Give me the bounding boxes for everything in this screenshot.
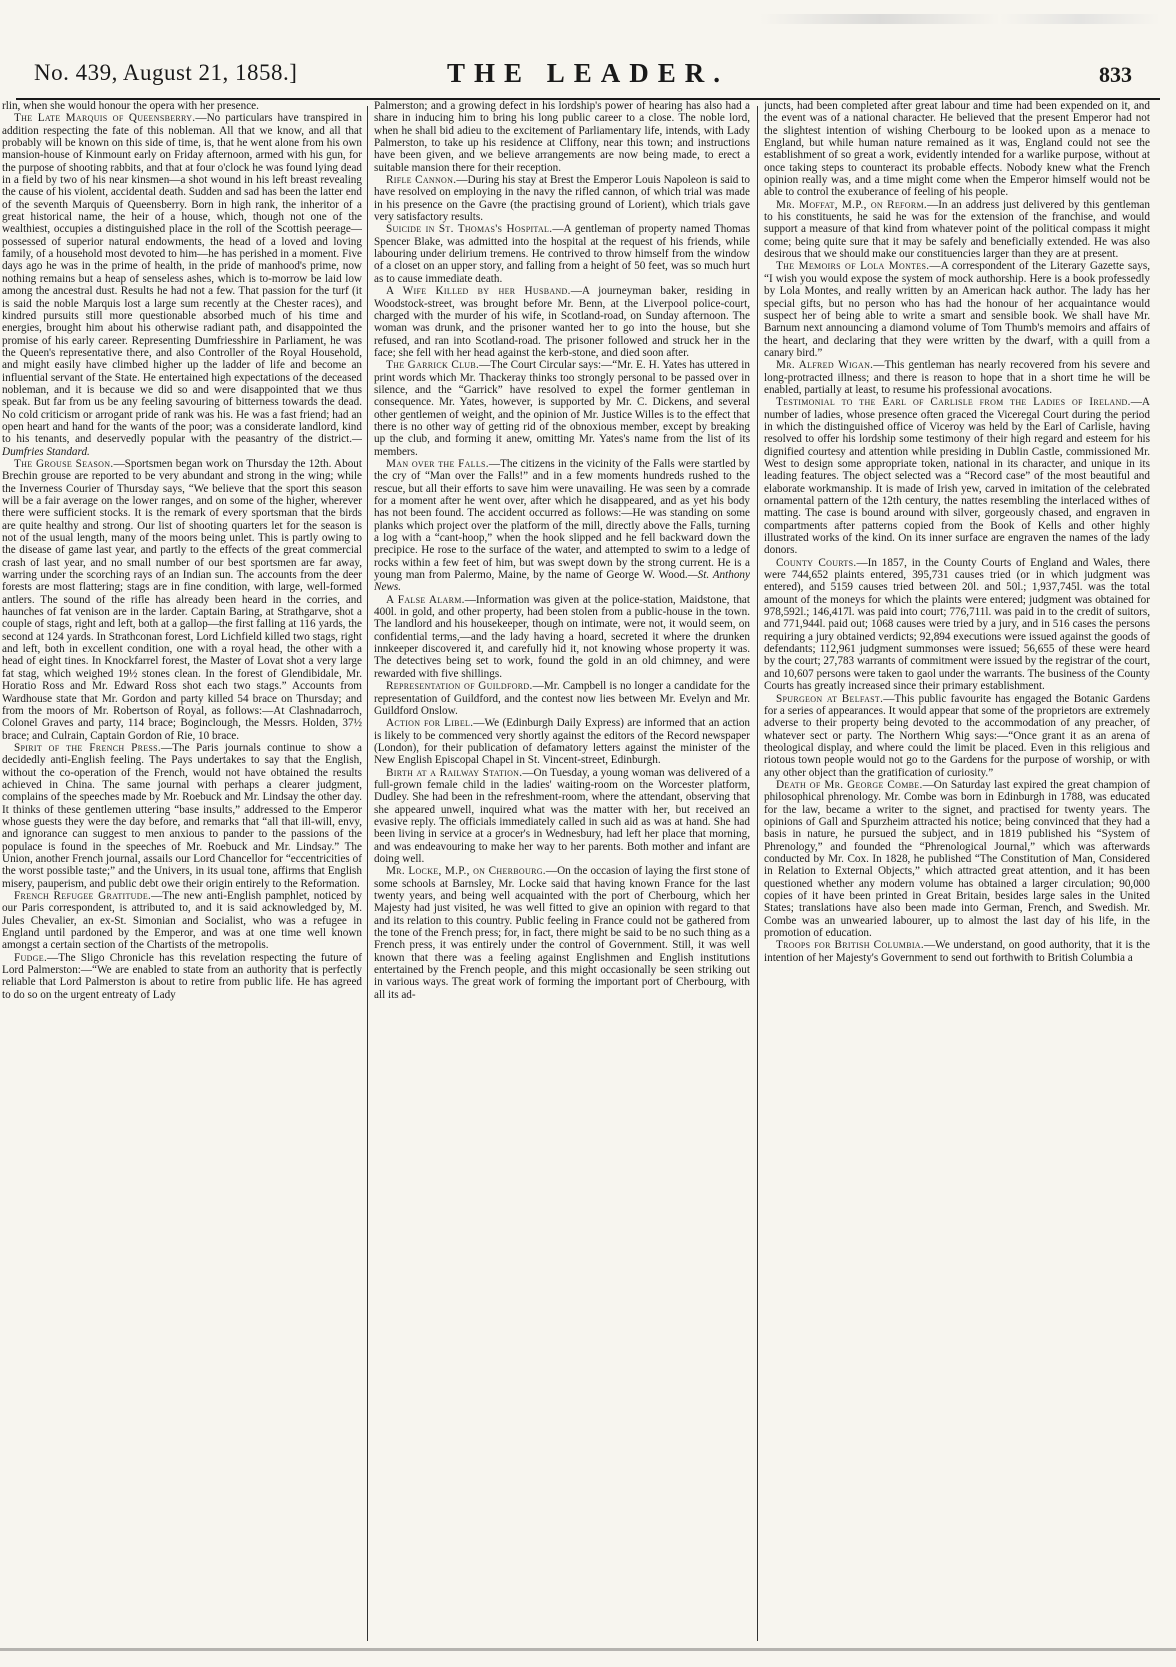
page-number: 833 — [1099, 62, 1132, 87]
news-paragraph — [374, 458, 750, 594]
article-heading: The Grouse Season. — [14, 457, 114, 470]
article-text: —A journeyman baker, residing in Woodstock-street, was brought before Mr. Benn, at the Liverpool police-court, charged with the murder of his wife, in Scotland-road, on Sunday afternoon. The woman was drunk, and the prisoner wanted her to go into the house, but she refused, and ran into Scotland-road. The prisoner followed and struck her in the face; she fell with her head against the kerb-stone, and died soon after. — [374, 285, 750, 359]
article-text: Palmerston; and a growing defect in his lordship's power of hearing has also had a share in inducing him to bring his long public career to a close. The noble lord, when he shall bid adieu to the excitement of Parliamentary life, intends, with Lady Palmerston, to take up his residence at Cliffony, near this town; and instructions have been given, and we believe arrangements are now being made, to erect a suitable mansion there for their reception. — [374, 100, 750, 174]
article-text: —On the occasion of laying the first stone of some schools at Barnsley, Mr. Locke said that having known France for the last twenty years, and being well acquainted with the port of Cherbourg, which her Majesty had just visited, he was well fitted to give an opinion with regard to that and its relation to this country. Public feeling in France could not be gathered from the tone of the French press; for, in fact, there might be said to be no such thing as a French press, it was entirely under the control of Government. Still, it was well known that there was a feeling against Englishmen and English institutions entertained by the French people, and this might occasionally be seen striking out in various ways. The great work of forming the important port of Cherbourg, with all its ad- — [374, 865, 750, 1001]
article-text: —This public favourite has engaged the Botanic Gardens for a series of appearances. It would appear that some of the proprietors are extremely adverse to their property being devoted to the accommodation of any preacher, of whatever sect or party. The Northern Whig says:—“Once grant it as an arena of theological display, and where could the limit be placed. Even in this religious and riotous town people would not go to the Gardens for the purpose of worship, or with any other object than the gratification of curiosity.” — [764, 692, 1150, 779]
article-heading: Rifle Cannon. — [386, 174, 457, 187]
news-paragraph — [2, 890, 362, 952]
news-paragraph — [374, 767, 750, 866]
article-text: —On Tuesday, a young woman was delivered of a full-grown female child in the ladies' waiting-room on the Worcester platform, Dudley. She had been in the refreshment-room, where the attendant, observing that she appeared unwell, inquired what was the matter with her, but received an evasive reply. The officials immediately called in such aid as was at hand. She had been living in service at a grocer's in Wednesbury, had left her place that morning, and was endeavouring to make her way to her parents. Both mother and infant are doing well. — [374, 766, 750, 865]
column-1 — [0, 100, 362, 1645]
article-heading: Troops for British Columbia. — [776, 939, 924, 952]
article-columns — [0, 100, 1176, 1645]
article-heading: Spurgeon at Belfast. — [776, 692, 884, 705]
news-paragraph — [764, 100, 1150, 199]
article-text: —A correspondent of the Literary Gazette says, “I wish you would expose the system of mock authorship. Here is a book professedly by Lola Montes, and really written by an American hack author. The lady has her special gifts, but no person who has had the honour of her acquaintance would suspect her of being able to write a smart and sensible book. We shall have Mr. Barnum next announcing a diamond volume of Tom Thumb's memoirs and affairs of the heart, and declaring that they were written by the dwarf, with a quill from a canary bird.” — [764, 260, 1150, 359]
article-heading: Man over the Falls. — [386, 457, 489, 470]
article-heading: Suicide in St. Thomas's Hospital. — [386, 223, 553, 236]
article-heading: Action for Libel. — [386, 717, 474, 730]
newspaper-title: THE LEADER. — [446, 58, 730, 88]
article-heading: A Wife Killed by her Husband. — [386, 285, 571, 298]
news-paragraph — [374, 359, 750, 458]
news-paragraph — [374, 594, 750, 680]
article-text: —We understand, on good authority, that it is the intention of her Majesty's Government to send out forthwith to British Columbia a — [764, 939, 1150, 964]
article-text: —Information was given at the police-station, Maidstone, that 400l. in gold, and other property, had been stolen from a public-house in the town. The landlord and his housekeeper, though on intimate, were not, it would seem, on confidential terms,—and the lady having a hoard, secreted it where the drunken innkeeper discovered it, and carefully hid it, not knowing whose property it was. The detectives being set to work, found the gold in an old chimney, and were rewarded with five shillings. — [374, 593, 750, 680]
article-heading: The Garrick Club. — [386, 359, 480, 372]
article-text: —During his stay at Brest the Emperor Louis Napoleon is said to have resolved on employing in the navy the rifled cannon, of which trial was made in his presence on the Gavre (the practising ground of Lorient), which trials gave very satisfactory results. — [374, 174, 750, 224]
news-paragraph — [2, 742, 362, 890]
article-text: rlin, when she would honour the opera with her presence. — [2, 100, 259, 112]
news-paragraph — [764, 396, 1150, 556]
article-text: —A gentleman of property named Thomas Spencer Blake, was admitted into the hospital at the request of his friends, while labouring under delirium tremens. He contrived to throw himself from the window of a closet on an upper story, and falling from a height of 50 feet, was so much hurt as to cause immediate death. — [374, 223, 750, 285]
article-text: —The new anti-English pamphlet, noticed by our Paris correspondent, is attributed to, and it is said acknowledged by, M. Jules Chevalier, an ex-St. Simonian and Socialist, who was a refugee in England until pardoned by the Emperor, and was at one time well known amongst a certain section of the Chartists of the metropolis. — [2, 890, 362, 952]
article-heading: Mr. Alfred Wigan. — [776, 359, 874, 372]
article-heading: Mr. Moffat, M.P., on Reform. — [776, 198, 927, 211]
article-heading: The Memoirs of Lola Montes. — [776, 260, 930, 273]
article-text: —We (Edinburgh Daily Express) are informed that an action is likely to be commenced very shortly against the editors of the Record newspaper (London), for their publication of defamatory letters against the minister of the New English Episcopal Chapel in St. Vincent-street, Edinburgh. — [374, 717, 750, 767]
paper-scuff-mark — [760, 14, 1160, 24]
article-text: —The citizens in the vicinity of the Falls were startled by the cry of “Man over the Falls!” and in a few moments hundreds rushed to the rescue, but all their efforts to save him were unavailing. He was seen by a comrade for a moment after he went over, after which he disappeared, and as yet his body has not been found. The accident occurred as follows:—He was standing on some planks which project over the platform of the mill, directly above the Falls, turning a log with a “cant-hoop,” when the hook slipped and he fell backward down the precipice. He rose to the surface of the water, and attempted to swim to a ledge of rocks within a few feet of him, but was swept down by the strong current. He is a young man from Palermo, Maine, by the name of George W. Wood. — [374, 457, 750, 582]
article-text: —Sportsmen began work on Thursday the 12th. About Brechin grouse are reported to be very abundant and strong in the wing; while the Inverness Courier of Thursday says, “We believe that the sport this season will be a fair average on the lower ranges, and on some of the higher, wherever there were sufficient stocks. It is the remark of every sportsman that the birds are quite healthy and strong. Our list of shooting quarters let for the season is not of the usual length, many of the moors being unlet. This is partly owing to the disease of game last year, and partly to the effects of the great commercial crash of last year, and no small number of our best sportsmen are far away, warring under the scorching rays of an Indian sun. The accounts from the deer forests are most flattering; stags are in fine condition, with large, well-formed antlers. The sound of the rifle has already been heard in the corries, and haunches of fat venison are in the larder. Captain Baring, at Strathgarve, shot a couple of stags, right and left, both at a gallop—the first falling at 116 yards, the second at 124 yards. In Strathconan forest, Lord Lichfield killed two stags, right and left, both in excellent condition, one with a royal head, the other with a head of eight tines. In Knockfarrel forest, the Master of Lovat shot a very large fat stag, which weighed 19½ stones clean. In the forest of Glendibidale, Mr. Horatio Ross and Mr. Edward Ross shot each two stags.” Accounts from Wardhouse state that Mr. Gordon and party killed 54 brace on Thursday; and from the moors of Mr. Robertson of Royal, as follows:—At Clashnadarroch, Colonel Graves and party, 114 brace; Boginclough, the Messrs. Holden, 37½ brace; and Culrain, Captain Gordon of Rie, 10 brace. — [2, 457, 362, 742]
issue-line: No. 439, August 21, 1858.] — [34, 60, 298, 85]
news-paragraph — [374, 100, 750, 174]
article-text: juncts, had been completed after great labour and time had been expended on it, and the event was of a national character. He believed that the present Emperor had not the slightest intention of wishing Cherbourg to be looked upon as a menace to England, but while human nature remained as it was, England could not see the establishment of so great a work, evidently intended for a warlike purpose, without at once taking steps to counteract its probable effects. Nobody knew what the French opinion really was, and a time might come when the Emperor himself would not be able to control the exuberance of feeling of his people. — [764, 100, 1150, 199]
article-heading: Spirit of the French Press. — [14, 741, 162, 754]
column-divider — [367, 106, 368, 1641]
article-text: —A number of ladies, whose presence often graced the Viceregal Court during the period in which the distinguished office of Viceroy was held by the Earl of Carlisle, having resolved to offer his lordship some testimony of their high regard and esteem for his dignified courtesy and attention while presiding in Dublin Castle, commissioned Mr. West to design some appropriate token, national in its character, and unique in its leading features. The object selected was a “Record case” of the most beautiful and elaborate workmanship. It is made of Irish yew, carved in imitation of the celebrated ornamental pattern of the 12th century, the nattes resembling the interlaced withes of matting. The case is bound around with silver, gorgeously chased, and engraven in compartments after patterns copied from the Book of Kells and other highly illustrated works of the kind. On its inner surface are engraven the names of the lady donors. — [764, 396, 1150, 557]
article-text: —No particulars have transpired in addition respecting the fate of this nobleman. All that we know, and all that probably will be known on this side of time, is, that he went alone from his own mansion-house of Kinmount early on Friday afternoon, armed with his gun, for the purpose of shooting rabbits, and that at four o'clock he was found lying dead in a field by two of his near kinsmen—a shot wound in his left breast revealing the cause of his violent, accidental death. Sudden and sad has been the latter end of the seventh Marquis of Queensberry. Born in high rank, the inheritor of a great historical name, the heir of a house, which, though not one of the wealthiest, occupies a distinguished place in the roll of the Scottish peerage—possessed of superior natural endowments, the head of a loved and loving family, of a household most devoted to him—he has perished in a moment. Five days ago he was in the prime of health, in the pride of manhood's prime, now nothing remains but a heap of senseless ashes, which is to-morrow be laid low among the ancestral dust. Results he had not a few. That passion for the turf (it is said the noble Marquis lost a large sum recently at the Chester races), and kindred pursuits still more questionable absorbed much of his time and energies, brought him about his otherwise radiant path, and disappointed the promise of his early career. Representing Dumfriesshire in Parliament, he was the Queen's representative there, and also Controller of the Royal Household, and might easily have climbed higher up the ladder of life and become an influential servant of the State. He entertained high expectations of the deceased nobleman, and it is because we did so and were disappointed that we thus speak. But far from us be any feeling savouring of bitterness towards the dead. No cold criticism or arrogant pride of rank was his. He was a fast friend; had an open heart and hand for the wants of the poor; was a considerate landlord, kind to his tenants, and deservedly popular with the peasantry of the district. — [2, 112, 362, 446]
news-paragraph — [764, 939, 1150, 964]
article-text: —On Saturday last expired the great champion of philosophical phrenology. Mr. Combe was born in Edinburgh in 1788, was educated for the law, became a writer to the signet, and practised for twenty years. The opinions of Gall and Spurzheim attracted his notice; being convinced that they had a basis in nature, he pursued the subject, and in 1819 published his “System of Phrenology,” and founded the “Phrenological Journal,” which was afterwards conducted by Mr. Cox. In 1828, he published “The Constitution of Man, Considered in Relation to External Objects,” which attracted great attention, and it has been questioned whether any modern volume has obtained a larger circulation; 90,000 copies of it have been printed in Great Britain, besides large sales in the United States; translations have also been made into German, French, and Swedish. Mr. Combe was an unwearied labourer, up to almost the last day of his life, in the promotion of education. — [764, 778, 1150, 940]
news-paragraph — [374, 285, 750, 359]
news-paragraph — [764, 359, 1150, 396]
article-text: —This gentleman has nearly recovered from his severe and long-protracted illness; and there is reason to hope that in a short time he will be enabled, partially at least, to resume his professional avocations. — [764, 359, 1150, 396]
article-text: —In an address just delivered by this gentleman to his constituents, he said he was for the extension of the franchise, and would support a measure of that kind from whatever point of the political compass it might come; being quite sure that it may be safely and beneficially extended. He was also desirous that we should make our constituencies larger than they are at present. — [764, 198, 1150, 261]
article-heading: Representation of Guildford. — [386, 680, 533, 693]
article-text: —Mr. Campbell is no longer a candidate for the representation of Guildford, and the contest now lies between Mr. Evelyn and Mr. Guildford Onslow. — [374, 680, 750, 717]
news-paragraph — [2, 952, 362, 1001]
news-paragraph — [374, 717, 750, 766]
news-paragraph — [764, 693, 1150, 779]
article-heading: Fudge. — [14, 951, 48, 964]
news-paragraph — [764, 199, 1150, 261]
news-paragraph — [374, 680, 750, 717]
column-2 — [374, 100, 750, 1645]
column-3 — [764, 100, 1150, 1645]
bottom-edge-line — [0, 1648, 1176, 1651]
news-paragraph — [2, 112, 362, 458]
article-heading: French Refugee Gratitude. — [14, 890, 152, 902]
article-heading: The Late Marquis of Queensberry. — [14, 112, 196, 125]
article-heading: Birth at a Railway Station. — [386, 766, 523, 779]
news-paragraph — [764, 557, 1150, 693]
column-divider — [757, 106, 758, 1641]
article-text: —In 1857, in the County Courts of England and Wales, there were 744,652 plaints entered, 395,731 causes tried (or in which judgment was entered), and 5159 causes tried between 20l. and 50l.; 1,937,745l. was the total amount of the moneys for which the plaints were entered; judgment was obtained for 978,592l.; 146,417l. was paid into court; 776,711l. was paid in to the credit of suitors, and 771,944l. paid out; 1068 causes were tried by a jury, and in 516 cases the persons requiring a jury obtained verdicts; 92,894 executions were issued against the goods of defendants; 112,961 judgment summonses were issued; 56,655 of these were heard by the court; 27,783 warrants of commitment were issued by the registrar of the court, and 10,607 persons were taken to gaol under the warrants. The business of the County Courts has greatly increased since their primary establishment. — [764, 556, 1150, 693]
article-text: —The Paris journals continue to show a decidedly anti-English feeling. The Pays undertakes to say that the English, without the co-operation of the French, would not have obtained the results achieved in China. The same journal with perhaps a clearer judgment, complains of the speeches made by Mr. Roebuck and Mr. Lindsay the other day. It thinks of these gentlemen uttering “base insults,” addressed to the Emperor whose guests they were the day before, and remarks that “all that ill-will, envy, and ignorance can suggest to men anxious to pander to the passions of the populace is found in the speeches of Mr. Roebuck and Mr. Lindsay.” The Union, another French journal, assails our Lord Chancellor for “eccentricities of the worst possible taste;” and the Univers, in its usual tone, affirms that English misery, pauperism, and public debt owe their origin entirely to the Reformation. — [2, 741, 362, 890]
article-heading: Death of Mr. George Combe. — [776, 778, 923, 791]
article-heading: County Courts. — [776, 556, 857, 569]
news-paragraph — [2, 100, 362, 112]
article-source: —St. Anthony News. — [374, 569, 750, 594]
article-heading: Mr. Locke, M.P., on Cherbourg. — [386, 865, 546, 878]
news-paragraph — [2, 458, 362, 742]
masthead — [16, 50, 1160, 100]
article-text: —The Court Circular says:—“Mr. E. H. Yates has uttered in print words which Mr. Thackeray thinks too strongly personal to be passed over in silence, and the “Garrick” have resolved to expel the former gentleman in consequence. Mr. Yates, however, is supported by Mr. C. Dickens, and several other gentlemen of weight, and the opinion of Mr. Justice Willes is to the effect that there is no other way of getting rid of the obnoxious member, except by breaking up the club, and forming it anew, omitting Mr. Yates's name from the list of its members. — [374, 359, 750, 458]
article-text: —The Sligo Chronicle has this revelation respecting the future of Lord Palmerston:—“We are enabled to state from an authority that is perfectly reliable that Lord Palmerston is about to retire from public life. He has agreed to do so on the urgent entreaty of Lady — [2, 951, 362, 1001]
article-heading: Testimonial to the Earl of Carlisle from the Ladies of Ireland. — [776, 396, 1131, 409]
article-source: —Dumfries Standard. — [2, 433, 362, 458]
news-paragraph — [374, 865, 750, 1001]
news-paragraph — [764, 779, 1150, 939]
article-heading: A False Alarm. — [386, 593, 465, 606]
news-paragraph — [374, 223, 750, 285]
news-paragraph — [764, 260, 1150, 359]
news-paragraph — [374, 174, 750, 223]
